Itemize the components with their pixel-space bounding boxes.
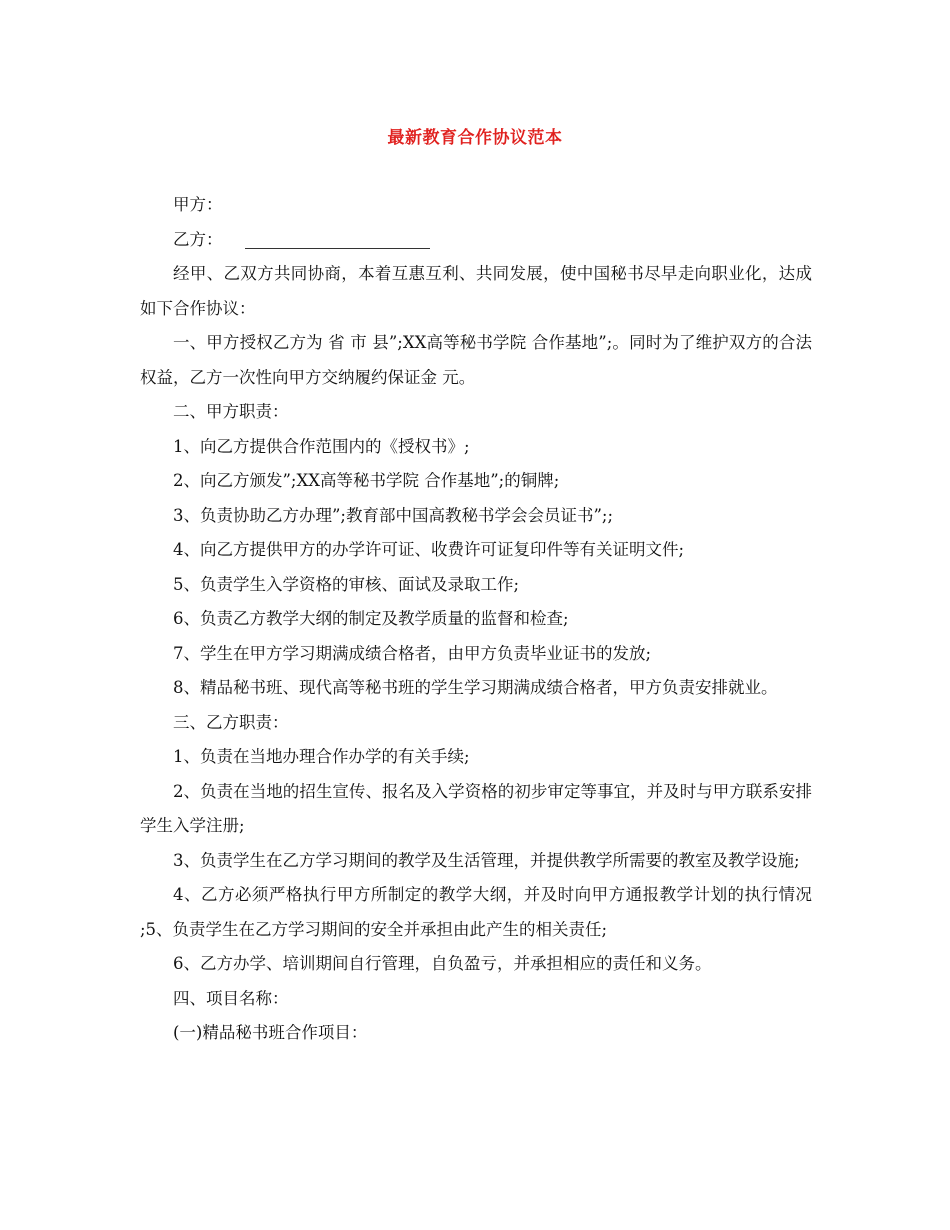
list-item: 2、向乙方颁发”;XX高等秘书学院 合作基地”;的铜牌;	[173, 471, 560, 490]
list-item: 6、乙方办学、培训期间自行管理，自负盈亏，并承担相应的责任和义务。	[173, 954, 712, 973]
list-item: 1、向乙方提供合作范围内的《授权书》;	[173, 436, 470, 456]
list-item: 1、负责在当地办理合作办学的有关手续;	[173, 747, 470, 766]
list-item: 4、向乙方提供甲方的办学许可证、收费许可证复印件等有关证明文件;	[173, 540, 685, 559]
list-item: 3、负责学生在乙方学习期间的教学及生活管理，并提供教学所需要的教室及教学设施;	[173, 850, 800, 870]
sub-heading: (一)精品秘书班合作项目：	[173, 1023, 368, 1042]
paragraph: 一、甲方授权乙方为 省 市 县”;XX高等秘书学院 合作基地”;。同时为了维护双方的合法权益，乙方一次性向甲方交纳履约保证金 元。	[140, 333, 812, 387]
list-item: 7、学生在甲方学习期满成绩合格者，由甲方负责毕业证书的发放;	[173, 643, 652, 663]
list-item: 3、负责协助乙方办理”;教育部中国高教秘书学会会员证书”;;	[173, 505, 614, 525]
list-item: 2、负责在当地的招生宣传、报名及入学资格的初步审定等事宜，并及时与甲方联系安排学生入学注册;	[140, 781, 812, 835]
party-b-line	[140, 223, 812, 258]
party-a-line	[140, 188, 812, 223]
list-item: 5、负责学生入学资格的审核、面试及录取工作;	[173, 574, 520, 594]
list-item: 6、负责乙方教学大纲的制定及教学质量的监督和检查;	[173, 609, 569, 628]
paragraph: 经甲、乙双方共同协商，本着互惠互利、共同发展，使中国秘书尽早走向职业化，达成如下合作协议：	[140, 264, 812, 318]
document-title: 最新教育合作协议范本	[387, 128, 563, 148]
section-heading: 四、项目名称：	[173, 988, 289, 1008]
list-item: 8、精品秘书班、现代高等秘书班的学生学习期满成绩合格者，甲方负责安排就业。	[173, 678, 778, 697]
section-heading: 三、乙方职责：	[173, 712, 289, 732]
section-heading: 二、甲方职责：	[173, 402, 289, 421]
party-b-blank-field	[245, 228, 430, 249]
document-body	[140, 188, 812, 1051]
party-a-label: 甲方：	[173, 195, 223, 214]
list-item: 4、乙方必须严格执行甲方所制定的教学大纲，并及时向甲方通报教学计划的执行情况 ;5、负责学生在乙方学习期间的安全并承担由此产生的相关责任;	[140, 885, 812, 939]
party-b-label: 乙方：	[173, 229, 223, 249]
